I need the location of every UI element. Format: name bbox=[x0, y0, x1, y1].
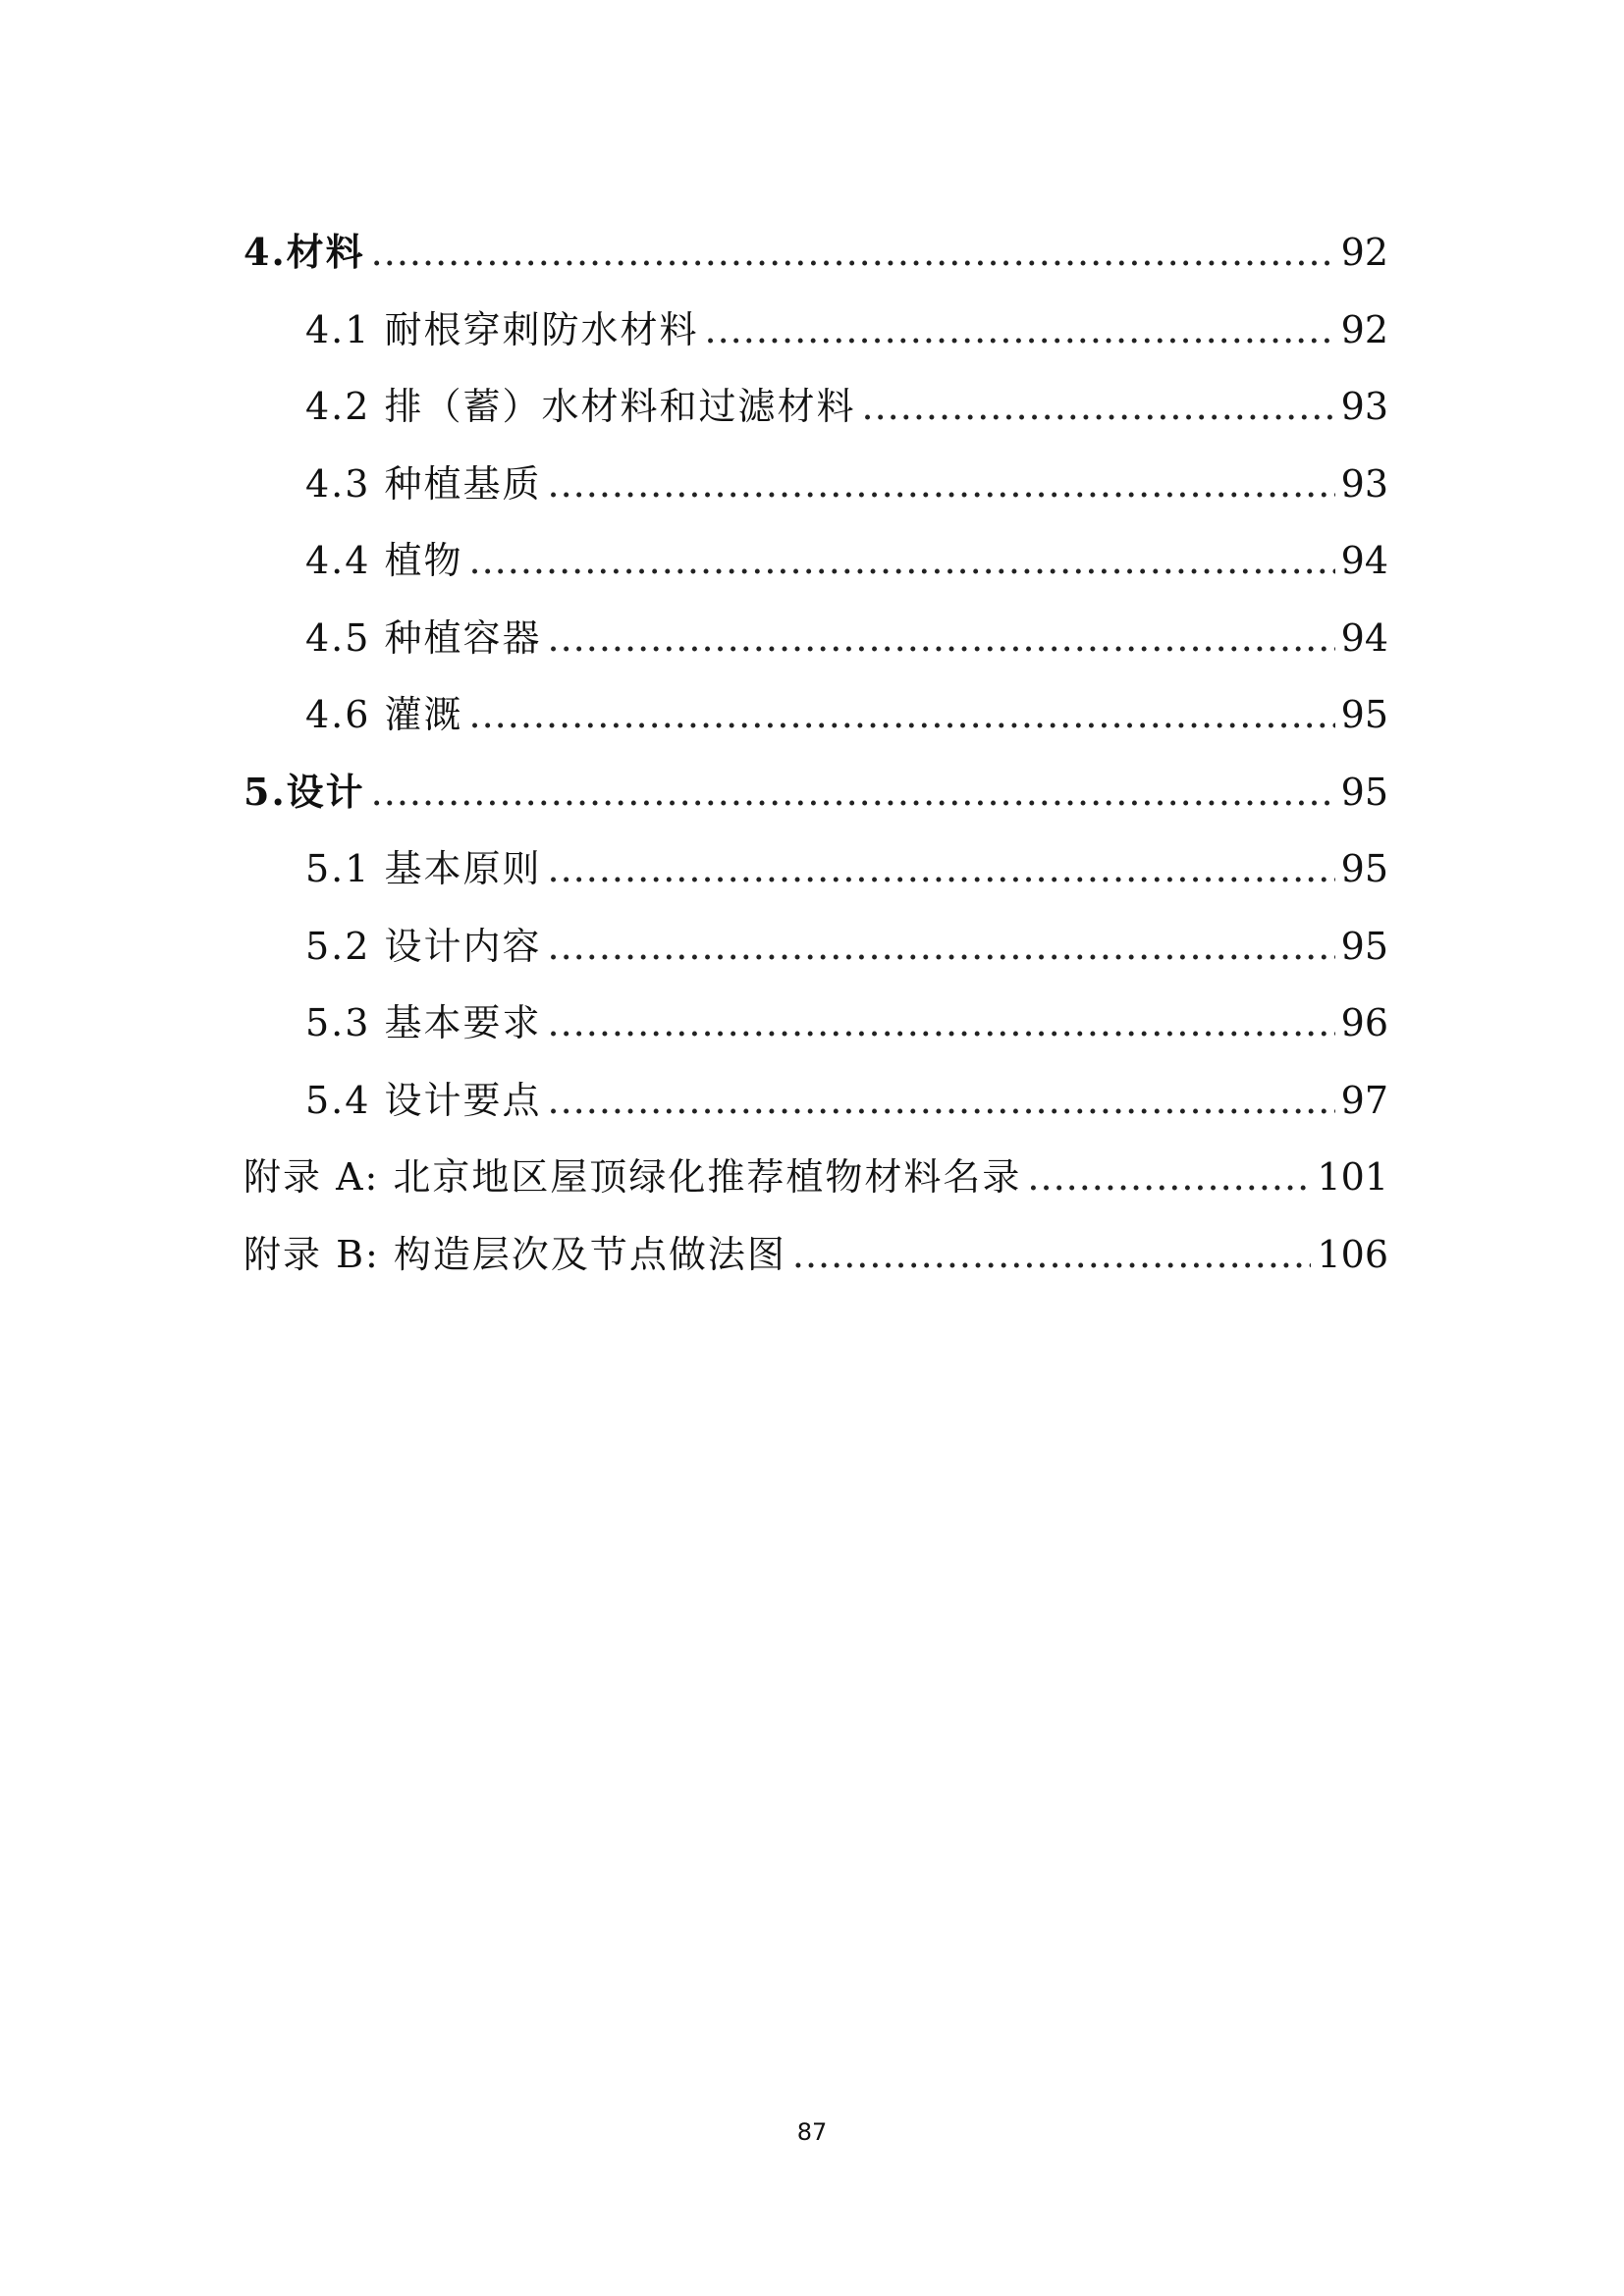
toc-entry-page: 94 bbox=[1340, 539, 1388, 582]
toc-entry-label: 5.3 基本要求 bbox=[305, 1001, 542, 1044]
toc-dot-leader bbox=[548, 985, 1335, 1062]
toc-entry-page: 106 bbox=[1317, 1232, 1388, 1276]
toc-entry-label: 5.2 设计内容 bbox=[305, 924, 542, 968]
toc-entry-page: 95 bbox=[1340, 770, 1388, 814]
toc-entry-4-1[interactable] bbox=[244, 292, 1388, 369]
toc-dot-leader bbox=[371, 754, 1335, 831]
toc-dot-leader bbox=[469, 676, 1335, 754]
toc-dot-leader bbox=[548, 830, 1335, 908]
toc-entry-label: 5.设计 bbox=[244, 769, 365, 814]
toc-entry-page: 96 bbox=[1340, 1001, 1388, 1044]
toc-entry-5-1[interactable] bbox=[244, 830, 1388, 908]
toc-entry-appendix-a[interactable] bbox=[244, 1139, 1388, 1216]
toc-dot-leader bbox=[1027, 1139, 1311, 1216]
toc-entry-4-2[interactable] bbox=[244, 368, 1388, 446]
toc-entry-page: 95 bbox=[1340, 924, 1388, 968]
toc-entry-page: 94 bbox=[1340, 615, 1388, 660]
toc-entry-page: 97 bbox=[1340, 1078, 1388, 1122]
toc-entry-label: 4.材料 bbox=[244, 230, 365, 274]
toc-dot-leader bbox=[548, 908, 1335, 986]
toc-entry-4-5[interactable] bbox=[244, 600, 1388, 677]
toc-entry-page: 101 bbox=[1317, 1155, 1388, 1199]
toc-dot-leader bbox=[371, 214, 1335, 292]
toc-dot-leader bbox=[548, 600, 1335, 677]
toc-entry-appendix-b[interactable] bbox=[244, 1216, 1388, 1294]
toc-entry-label: 附录 A: 北京地区屋顶绿化推荐植物材料名录 bbox=[244, 1155, 1022, 1199]
toc-entry-4[interactable] bbox=[244, 214, 1388, 292]
toc-entry-label: 4.5 种植容器 bbox=[305, 615, 542, 660]
toc-entry-5-2[interactable] bbox=[244, 908, 1388, 986]
toc-entry-label: 4.6 灌溉 bbox=[305, 693, 463, 736]
toc-entry-5-3[interactable] bbox=[244, 985, 1388, 1062]
toc-entry-label: 4.1 耐根穿刺防水材料 bbox=[305, 307, 699, 351]
page-number: 87 bbox=[796, 2118, 828, 2146]
toc-entry-page: 93 bbox=[1340, 385, 1388, 428]
table-of-contents bbox=[244, 214, 1388, 1293]
toc-dot-leader bbox=[548, 446, 1335, 523]
toc-entry-label: 4.2 排（蓄）水材料和过滤材料 bbox=[305, 385, 856, 428]
toc-entry-label: 5.4 设计要点 bbox=[305, 1078, 542, 1122]
toc-dot-leader bbox=[862, 368, 1335, 446]
toc-dot-leader bbox=[705, 292, 1335, 369]
toc-entry-page: 95 bbox=[1340, 693, 1388, 736]
toc-dot-leader bbox=[469, 522, 1335, 600]
toc-entry-page: 92 bbox=[1340, 307, 1388, 351]
toc-entry-4-6[interactable] bbox=[244, 676, 1388, 754]
toc-entry-page: 93 bbox=[1340, 461, 1388, 506]
toc-entry-5-4[interactable] bbox=[244, 1062, 1388, 1140]
toc-entry-page: 92 bbox=[1340, 231, 1388, 274]
toc-dot-leader bbox=[548, 1062, 1335, 1140]
toc-entry-label: 4.4 植物 bbox=[305, 539, 463, 582]
toc-entry-4-3[interactable] bbox=[244, 446, 1388, 523]
toc-entry-page: 95 bbox=[1340, 847, 1388, 890]
toc-entry-label: 附录 B: 构造层次及节点做法图 bbox=[244, 1232, 786, 1276]
toc-entry-label: 4.3 种植基质 bbox=[305, 461, 542, 506]
toc-entry-5[interactable] bbox=[244, 754, 1388, 831]
toc-entry-4-4[interactable] bbox=[244, 522, 1388, 600]
toc-entry-label: 5.1 基本原则 bbox=[305, 847, 542, 890]
toc-dot-leader bbox=[792, 1216, 1312, 1294]
